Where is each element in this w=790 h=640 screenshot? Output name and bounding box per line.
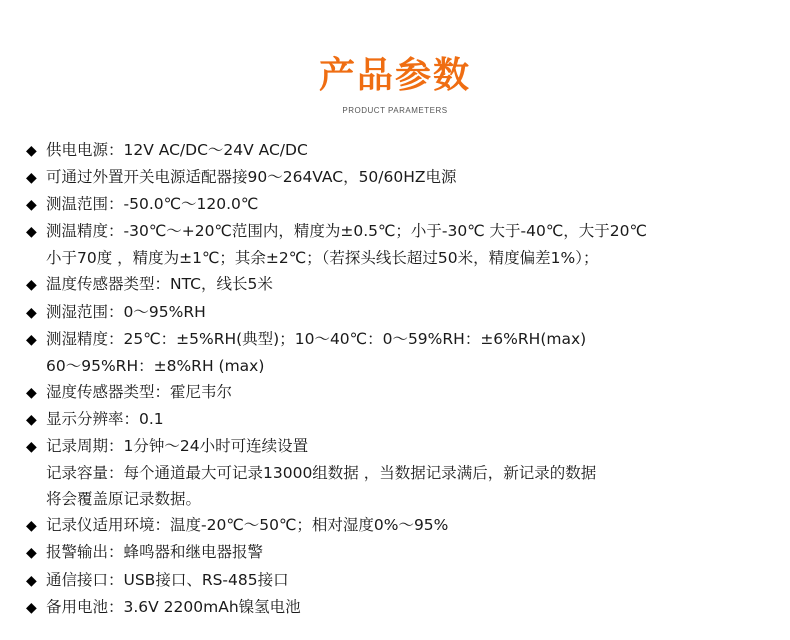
spec-humidity-accuracy xyxy=(26,326,776,353)
spec-text: 供电电源：12V AC/DC～24V AC/DC xyxy=(46,141,308,159)
page-title: 产品参数 xyxy=(318,55,471,96)
diamond-bullet-icon: ◆ xyxy=(26,143,37,159)
spec-backup-battery xyxy=(26,594,776,621)
spec-temp-sensor xyxy=(26,271,776,298)
spec-record-capacity: 记录容量：每个通道最大可记录13000组数据 ，当数据记录满后，新记录的数据 xyxy=(46,464,597,483)
spec-text: 通信接口：USB接口、RS-485接口 xyxy=(46,570,289,589)
diamond-bullet-icon: ◆ xyxy=(26,411,37,428)
spec-text: 记录周期：1分钟～24小时可连续设置 xyxy=(46,437,309,456)
diamond-bullet-icon: ◆ xyxy=(26,304,37,321)
diamond-bullet-icon: ◆ xyxy=(26,599,37,616)
diamond-bullet-icon: ◆ xyxy=(26,224,37,241)
spec-adapter xyxy=(26,164,776,191)
page-subtitle: PRODUCT PARAMETERS xyxy=(342,106,448,115)
spec-record-period xyxy=(26,433,776,460)
spec-text: 测湿范围：0～95%RH xyxy=(46,302,206,321)
diamond-bullet-icon: ◆ xyxy=(26,170,37,187)
spec-environment xyxy=(26,512,776,539)
spec-record-capacity-continued: 将会覆盖原记录数据。 xyxy=(46,490,202,509)
diamond-bullet-icon: ◆ xyxy=(26,518,37,535)
spec-humidity-range xyxy=(26,299,776,326)
diamond-bullet-icon: ◆ xyxy=(26,277,37,294)
spec-text: 测湿精度：25℃：±5%RH(典型)；10～40℃：0～59%RH：±6%RH(max) xyxy=(46,329,587,348)
spec-text: 温度传感器类型：NTC，线长5米 xyxy=(46,275,273,294)
spec-power-supply xyxy=(26,137,776,164)
spec-text: 可通过外置开关电源适配器接90～264VAC，50/60HZ电源 xyxy=(46,168,457,187)
spec-text: 显示分辨率：0.1 xyxy=(46,409,164,428)
diamond-bullet-icon: ◆ xyxy=(26,384,37,401)
diamond-bullet-icon: ◆ xyxy=(26,331,37,348)
diamond-bullet-icon: ◆ xyxy=(26,572,37,589)
spec-humidity-sensor xyxy=(26,379,776,406)
spec-text: 报警输出：蜂鸣器和继电器报警 xyxy=(46,543,264,562)
diamond-bullet-icon: ◆ xyxy=(26,545,37,562)
page-header xyxy=(0,54,790,115)
spec-text: 测温精度：-30℃～+20℃范围内，精度为±0.5℃；小于-30℃ 大于-40℃，大于20℃ xyxy=(46,222,647,241)
spec-text: 湿度传感器类型：霍尼韦尔 xyxy=(46,382,233,401)
spec-temp-accuracy xyxy=(26,218,776,245)
spec-text: 测温范围：-50.0℃～120.0℃ xyxy=(46,195,259,214)
spec-list xyxy=(26,137,776,621)
spec-temp-range xyxy=(26,191,776,218)
spec-text: 备用电池：3.6V 2200mAh镍氢电池 xyxy=(46,597,301,616)
diamond-bullet-icon: ◆ xyxy=(26,439,37,456)
spec-humidity-accuracy-continued: 60～95%RH：±8%RH (max) xyxy=(46,356,265,375)
spec-temp-accuracy-continued: 小于70度 ，精度为±1℃；其余±2℃；（若探头线长超过50米，精度偏差1%）； xyxy=(46,249,599,268)
spec-resolution xyxy=(26,406,776,433)
spec-text: 记录仪适用环境：温度-20℃～50℃；相对湿度0%～95% xyxy=(46,516,449,535)
diamond-bullet-icon: ◆ xyxy=(26,197,37,214)
spec-comm-interface xyxy=(26,567,776,594)
spec-alarm-output xyxy=(26,539,776,566)
